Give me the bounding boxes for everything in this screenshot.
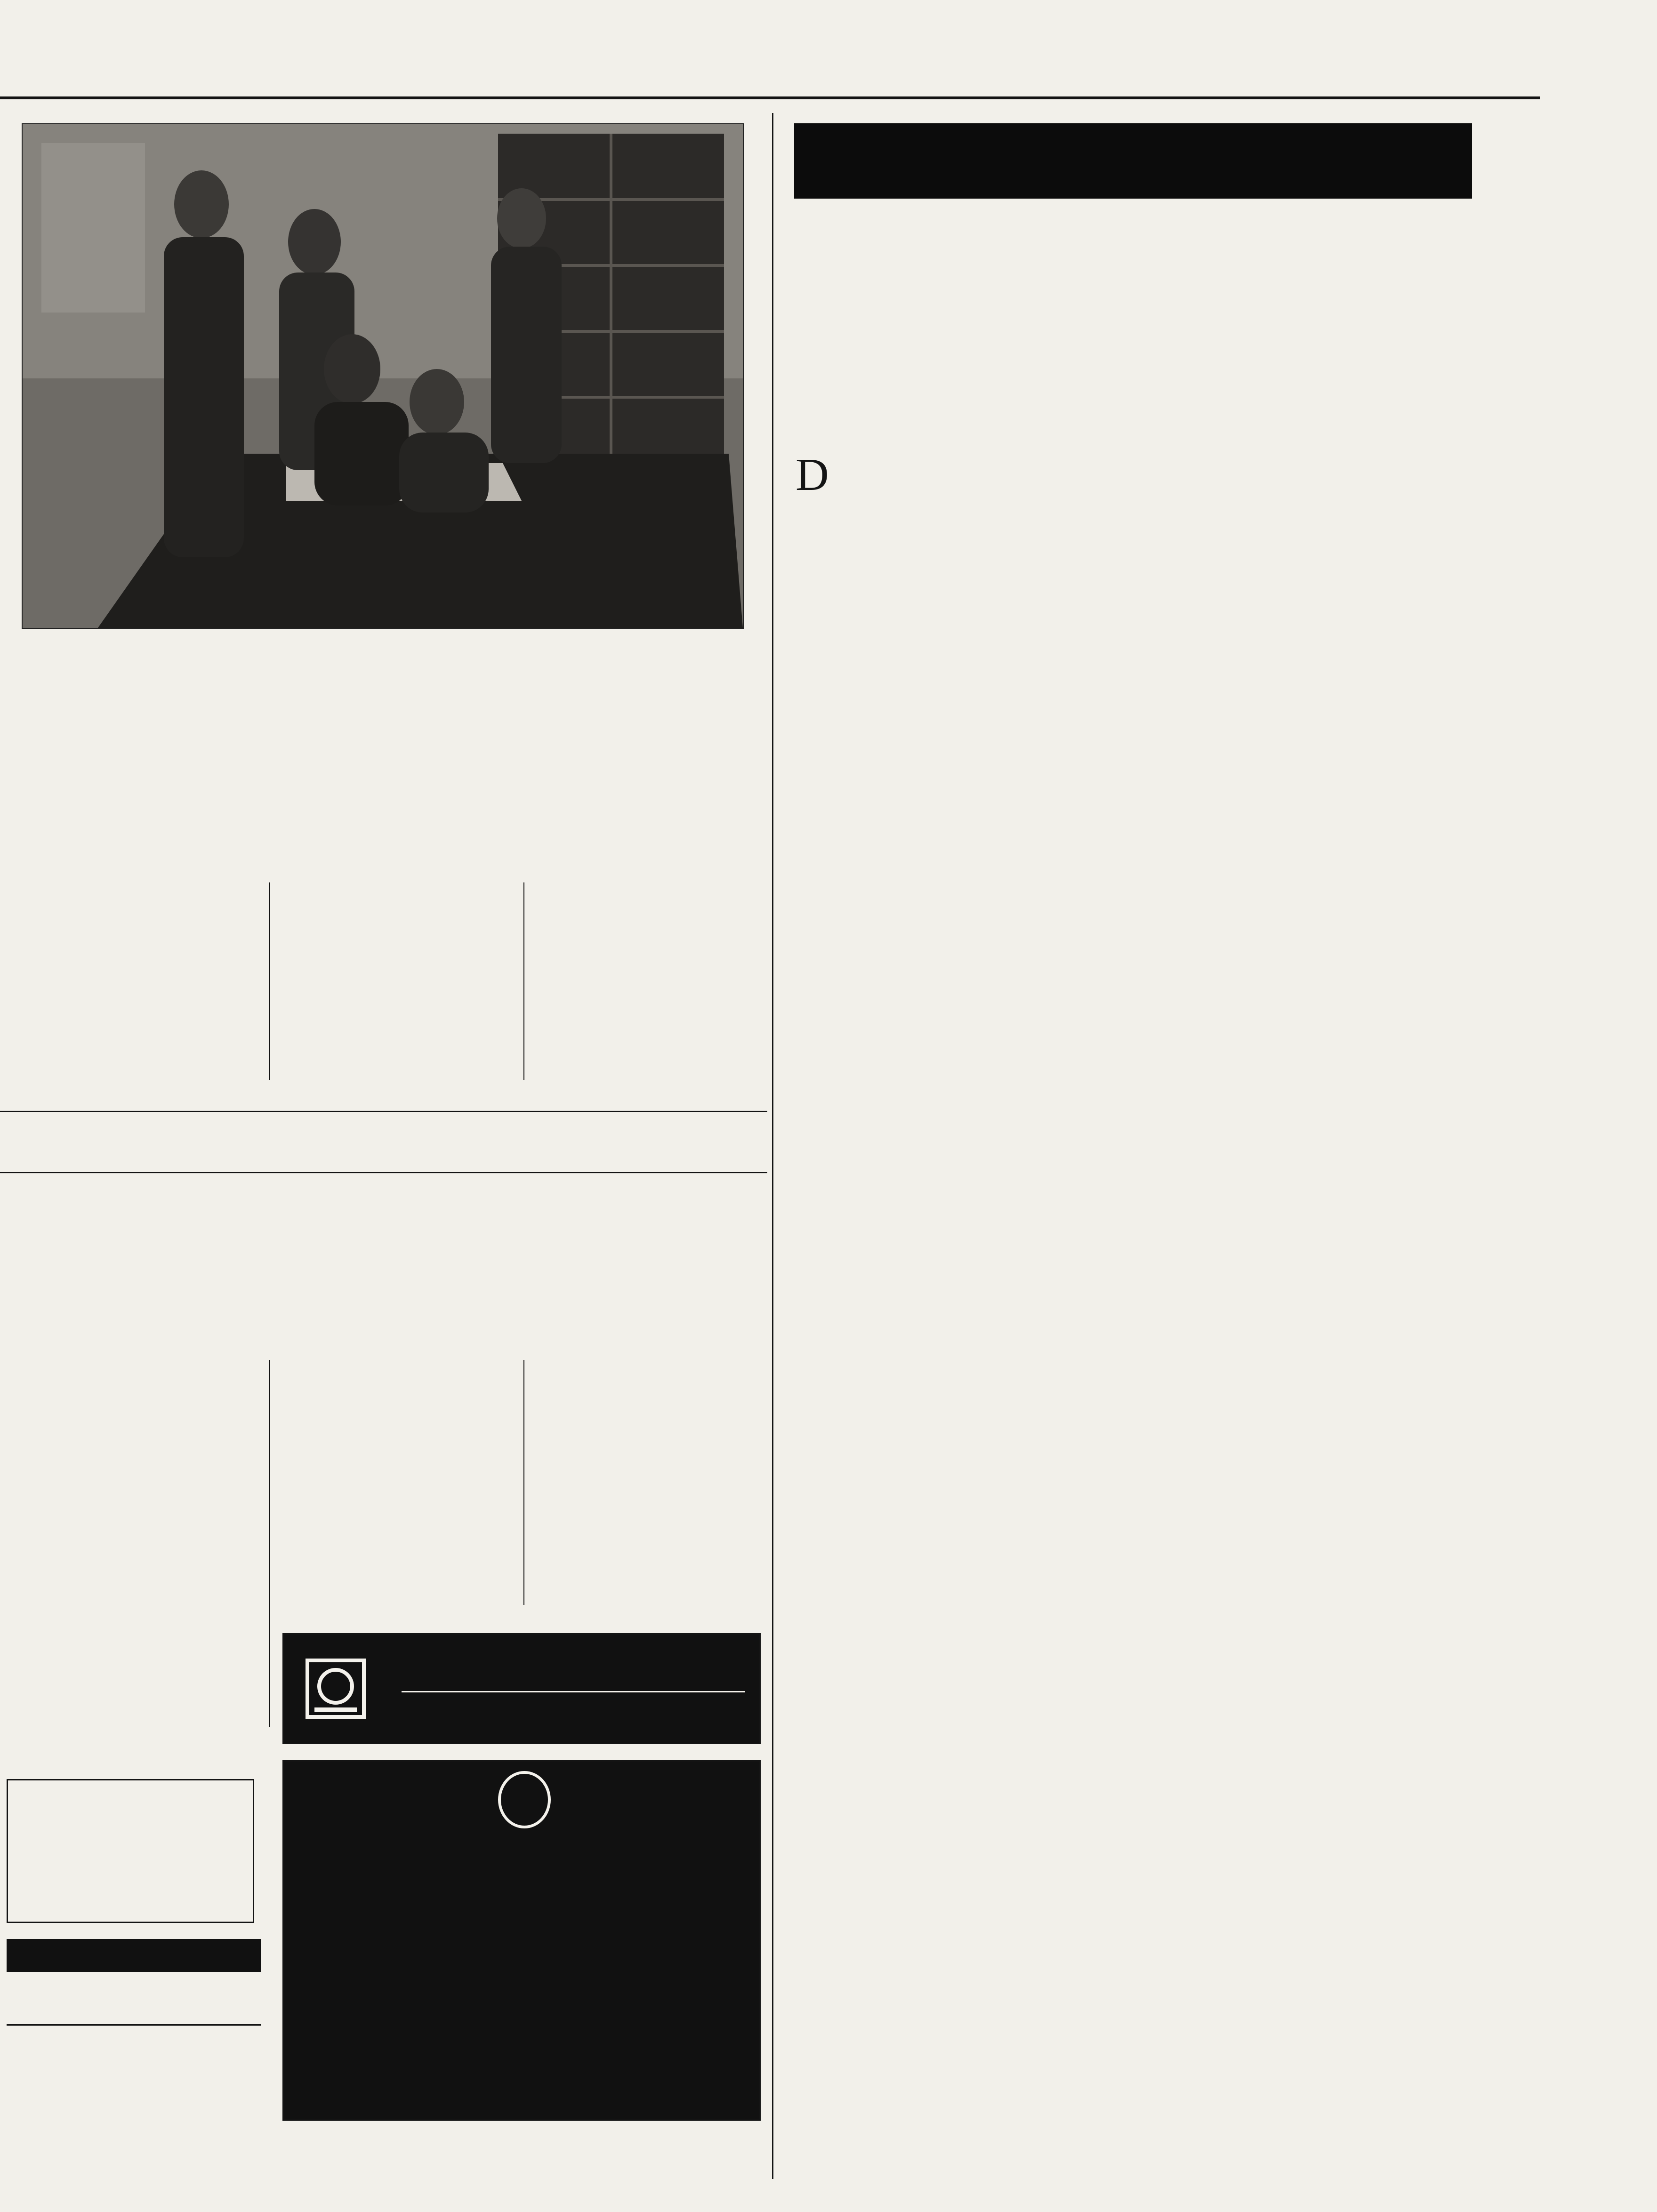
imposto-column-3 — [532, 1356, 758, 1554]
bank-vault-icon — [303, 1656, 369, 1722]
column-rule — [269, 1360, 270, 1727]
emerson-ad — [282, 1760, 761, 2121]
verbo-headline — [14, 649, 748, 871]
column-rule — [523, 882, 524, 1080]
dialogo-column-1 — [796, 452, 1139, 2156]
imposto-column-1 — [10, 1356, 262, 1723]
section-rule — [0, 1111, 767, 1112]
imposto-column-2 — [282, 1356, 517, 1601]
chocolates-ad — [7, 1939, 261, 1996]
header-rule — [0, 96, 1540, 99]
verbo-column-2 — [282, 880, 517, 1092]
column-rule — [269, 882, 270, 1080]
dialogo-column-2 — [1180, 452, 1519, 2174]
relogios-ad — [7, 1779, 254, 1923]
chocolates-title — [7, 1939, 261, 1972]
emerson-logo — [498, 1771, 551, 1828]
contract-signing-photo — [22, 123, 744, 629]
drop-cap: D — [796, 452, 829, 500]
photo-scene — [23, 124, 743, 628]
verbo-column-1 — [19, 880, 264, 1092]
ouro-ad — [7, 2024, 261, 2176]
section-rule — [0, 1172, 767, 1173]
column-rule — [523, 1360, 524, 1605]
column-divider — [772, 113, 773, 2179]
bolsa-ad — [282, 1633, 761, 1744]
dialogo-banner — [794, 123, 1472, 199]
bolsa-divider — [402, 1691, 745, 1692]
verbo-column-3 — [532, 880, 758, 1092]
